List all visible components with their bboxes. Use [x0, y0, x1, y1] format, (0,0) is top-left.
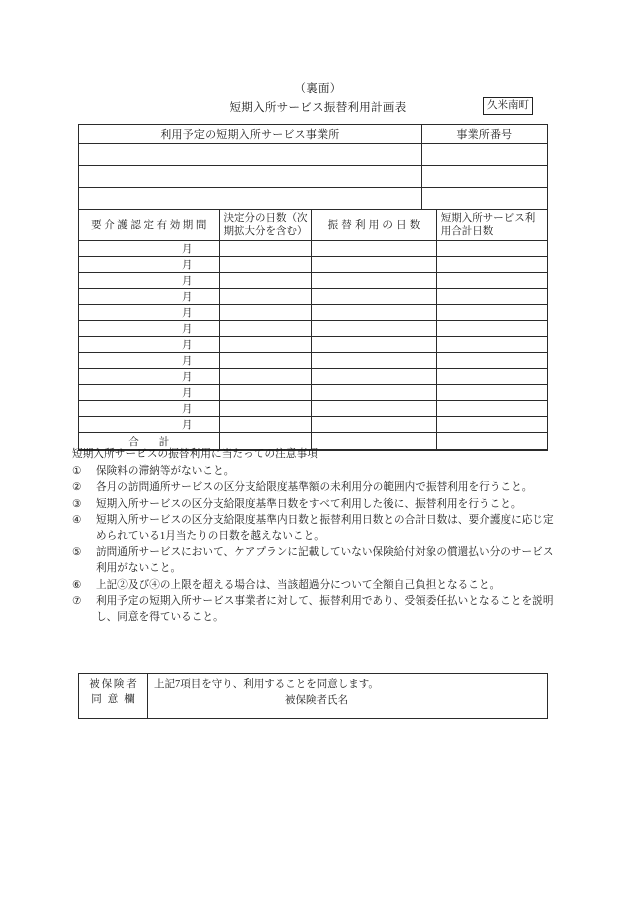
- consent-statement: 上記7項目を守り、利用することを同意します。: [154, 679, 379, 690]
- cell-transfer[interactable]: [312, 401, 437, 417]
- cell-period[interactable]: 月: [79, 321, 220, 337]
- note-marker: ④: [72, 514, 82, 526]
- cell-period[interactable]: 月: [79, 305, 220, 321]
- cell-office-number[interactable]: [421, 188, 547, 210]
- cell-transfer[interactable]: [312, 241, 437, 257]
- note-item: [72, 594, 564, 626]
- cell-transfer[interactable]: [312, 321, 437, 337]
- cell-transfer[interactable]: [312, 417, 437, 433]
- header-certification-period: 要介護認定有効期間: [79, 210, 220, 241]
- cell-period[interactable]: 月: [79, 385, 220, 401]
- cell-period[interactable]: 月: [79, 273, 220, 289]
- consent-label-cell: [79, 674, 148, 719]
- cell-period[interactable]: 月: [79, 241, 220, 257]
- cell-total[interactable]: [436, 417, 547, 433]
- consent-body-cell[interactable]: [148, 674, 548, 719]
- table-row: [79, 305, 548, 321]
- cell-office-number[interactable]: [421, 144, 547, 166]
- note-text: 各月の訪問通所サービスの区分支給限度基準額の未利用分の範囲内で振替利用を行うこと。: [96, 482, 533, 494]
- note-marker: ⑤: [72, 547, 82, 559]
- cell-transfer[interactable]: [312, 353, 437, 369]
- note-text: 利用予定の短期入所サービス事業者に対して、振替利用であり、受領委任払いとなることを説明し、同意を得ていること。: [96, 595, 554, 624]
- table-row: [79, 385, 548, 401]
- cell-total[interactable]: [436, 321, 547, 337]
- cell-total[interactable]: [436, 401, 547, 417]
- table-row: [79, 401, 548, 417]
- table-row: [79, 369, 548, 385]
- cell-decided[interactable]: [219, 353, 312, 369]
- cell-total[interactable]: [436, 353, 547, 369]
- table-row: [79, 241, 548, 257]
- cell-decided[interactable]: [219, 257, 312, 273]
- cell-total[interactable]: [436, 257, 547, 273]
- header-total-days: 短期入所サービス利用合計日数: [436, 210, 547, 241]
- note-marker: ⑥: [72, 579, 82, 591]
- cell-office-number[interactable]: [421, 166, 547, 188]
- table-row: [79, 417, 548, 433]
- note-item: [72, 578, 564, 594]
- cell-office-name[interactable]: [79, 144, 422, 166]
- note-text: 短期入所サービスの区分支給限度基準内日数と振替利用日数との合計日数は、要介護度に応じ定められている1月当たりの日数を越えないこと。: [96, 514, 554, 543]
- cell-transfer[interactable]: [312, 257, 437, 273]
- table-row: [79, 353, 548, 369]
- municipality-box: 久米南町: [483, 97, 533, 115]
- title-block: [0, 80, 630, 121]
- notes-section: [72, 447, 564, 626]
- cell-total[interactable]: [436, 273, 547, 289]
- note-marker: ①: [72, 466, 82, 478]
- facilities-table: [78, 124, 548, 210]
- table-row: [79, 188, 548, 210]
- table-row: [79, 257, 548, 273]
- form-title: 短期入所サービス振替利用計画表: [229, 102, 407, 114]
- cell-decided[interactable]: [219, 369, 312, 385]
- cell-transfer[interactable]: [312, 273, 437, 289]
- cell-decided[interactable]: [219, 417, 312, 433]
- notes-heading: 短期入所サービスの振替利用に当たっての注意事項: [72, 449, 318, 460]
- cell-period[interactable]: 月: [79, 257, 220, 273]
- consent-signature-label: 被保険者氏名: [285, 695, 348, 706]
- consent-row: [79, 674, 548, 719]
- cell-decided[interactable]: [219, 305, 312, 321]
- table-header-row: [79, 125, 548, 144]
- cell-period[interactable]: 月: [79, 401, 220, 417]
- cell-decided[interactable]: [219, 337, 312, 353]
- note-item: [72, 480, 564, 496]
- header-office-number: 事業所番号: [421, 125, 547, 144]
- cell-transfer[interactable]: [312, 369, 437, 385]
- note-text: 上記②及び④の上限を超える場合は、当該超過分について全額自己負担となること。: [96, 579, 501, 591]
- days-table: [78, 209, 548, 451]
- header-transfer-days: 振替利用の日数: [312, 210, 437, 241]
- note-item: [72, 497, 564, 513]
- cell-decided[interactable]: [219, 321, 312, 337]
- side-label: （裏面）: [294, 83, 342, 95]
- cell-total[interactable]: [436, 241, 547, 257]
- cell-decided[interactable]: [219, 385, 312, 401]
- consent-label-column: 同意欄: [91, 694, 141, 705]
- table-row: [79, 289, 548, 305]
- cell-total[interactable]: [436, 369, 547, 385]
- header-office-name: 利用予定の短期入所サービス事業所: [79, 125, 422, 144]
- note-text: 訪問通所サービスにおいて、ケアプランに記載していない保険給付対象の償還払い分のサービス利用がないこと。: [96, 547, 554, 575]
- note-text: 保険料の滞納等がないこと。: [96, 466, 235, 478]
- note-item: [72, 545, 564, 577]
- note-marker: ②: [72, 482, 82, 494]
- cell-transfer[interactable]: [312, 289, 437, 305]
- table-row: [79, 144, 548, 166]
- cell-decided[interactable]: [219, 401, 312, 417]
- cell-period[interactable]: 月: [79, 337, 220, 353]
- header-decided-days: 決定分の日数（次期拡大分を含む）: [219, 210, 312, 241]
- note-item: [72, 513, 564, 545]
- table-header-row: [79, 210, 548, 241]
- title-row: [0, 99, 630, 121]
- cell-total[interactable]: [436, 337, 547, 353]
- cell-decided[interactable]: [219, 241, 312, 257]
- cell-office-name[interactable]: [79, 188, 422, 210]
- cell-office-name[interactable]: [79, 166, 422, 188]
- cell-period[interactable]: 月: [79, 417, 220, 433]
- label-grand-total: 合計: [79, 433, 220, 451]
- consent-box: [78, 673, 548, 719]
- note-item: [72, 464, 564, 480]
- note-text: 短期入所サービスの区分支給限度基準日数をすべて利用した後に、振替利用を行うこと。: [96, 498, 522, 510]
- table-row: [79, 166, 548, 188]
- cell-transfer[interactable]: [312, 305, 437, 321]
- note-marker: ⑦: [72, 595, 82, 607]
- cell-transfer[interactable]: [312, 385, 437, 401]
- cell-period[interactable]: 月: [79, 289, 220, 305]
- table-row: [79, 321, 548, 337]
- table-row: [79, 337, 548, 353]
- cell-total[interactable]: [436, 305, 547, 321]
- cell-total[interactable]: [436, 289, 547, 305]
- cell-decided[interactable]: [219, 273, 312, 289]
- cell-decided[interactable]: [219, 289, 312, 305]
- note-marker: ③: [72, 498, 82, 510]
- cell-total[interactable]: [436, 385, 547, 401]
- consent-label-insured: 被保険者: [89, 679, 139, 690]
- cell-transfer[interactable]: [312, 337, 437, 353]
- cell-period[interactable]: 月: [79, 369, 220, 385]
- table-row: [79, 273, 548, 289]
- cell-period[interactable]: 月: [79, 353, 220, 369]
